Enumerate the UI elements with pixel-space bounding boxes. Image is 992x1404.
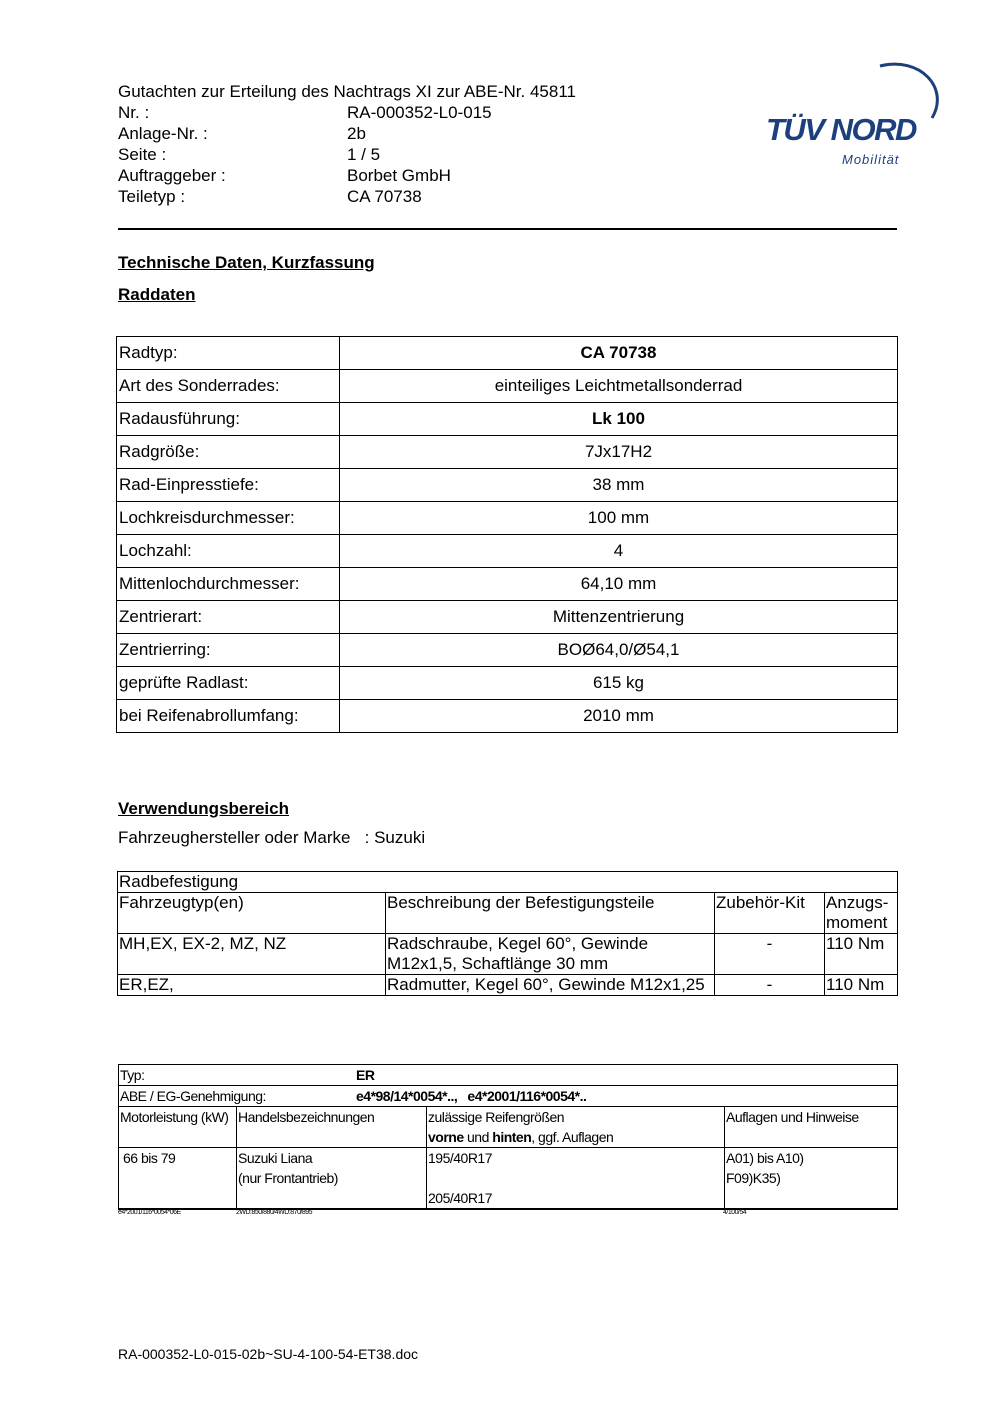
names-cell [237, 1148, 427, 1210]
column-header: Anzugs-moment [825, 893, 898, 934]
document-header [118, 81, 576, 207]
table-row [117, 700, 898, 733]
torque: 110 Nm [825, 975, 898, 996]
footnote-code: 4/100/54 [723, 1209, 747, 1216]
row-value: einteiliges Leichtmetallsonderrad [340, 370, 898, 403]
column-header: Handelsbezeichnungen [237, 1107, 427, 1148]
row-label: Zentrierart: [117, 601, 340, 634]
column-header: Beschreibung der Befestigungsteile [386, 893, 715, 934]
header-row-anlage [118, 123, 576, 144]
row-value: 7Jx17H2 [340, 436, 898, 469]
row-value: 38 mm [340, 469, 898, 502]
header-title-row [118, 81, 576, 102]
torque: 110 Nm [825, 934, 898, 975]
header-value: 2b [347, 124, 366, 143]
header-value: 1 / 5 [347, 145, 381, 164]
raddaten-table [116, 336, 898, 733]
table-row [117, 601, 898, 634]
header-label: Anlage-Nr. : [118, 124, 208, 143]
column-header [427, 1107, 725, 1148]
maker-label: Fahrzeughersteller oder Marke [118, 828, 351, 847]
maker-separator: : [364, 828, 370, 847]
table-row [117, 502, 898, 535]
footnote-weights: 2WD:850/880/4WD:870/895 [236, 1209, 313, 1216]
table-row [117, 535, 898, 568]
vehicle-types: ER,EZ, [118, 975, 386, 996]
header-row-nr [118, 102, 576, 123]
row-label: geprüfte Radlast: [117, 667, 340, 700]
maker-value: Suzuki [374, 828, 426, 847]
header-title: Gutachten zur Erteilung des Nachtrags XI zur ABE-Nr. 45811 [118, 82, 576, 101]
table-row [117, 568, 898, 601]
header-label: Nr. : [118, 103, 150, 122]
row-label: Lochzahl: [117, 535, 340, 568]
typ-row [119, 1065, 898, 1086]
typ-table [118, 1064, 898, 1210]
column-header: Fahrzeugtyp(en) [118, 893, 386, 934]
tuv-nord-logo [760, 58, 940, 170]
table-row [117, 634, 898, 667]
note: F09)K35) [726, 1170, 781, 1186]
row-value: 100 mm [340, 502, 898, 535]
row-label: Rad-Einpresstiefe: [117, 469, 340, 502]
table-header-row [119, 1107, 898, 1148]
abe-value: e4*98/14*0054*.., e4*2001/116*0054*.. [356, 1088, 587, 1104]
row-value: BOØ64,0/Ø54,1 [340, 634, 898, 667]
header-value: Borbet GmbH [347, 166, 451, 185]
row-label: Zentrierring: [117, 634, 340, 667]
accessory-kit: - [715, 975, 825, 996]
notes-cell [725, 1148, 898, 1210]
row-label: Art des Sonderrades: [117, 370, 340, 403]
table-row [117, 667, 898, 700]
logo-text: TÜV NORD [766, 112, 916, 147]
row-label: Mittenlochdurchmesser: [117, 568, 340, 601]
table-row [117, 370, 898, 403]
vehicle-types: MH,EX, EX-2, MZ, NZ [118, 934, 386, 975]
trade-name-note: (nur Frontantrieb) [238, 1170, 338, 1186]
tires-notes: , ggf. Auflagen [531, 1129, 614, 1145]
row-value: CA 70738 [340, 337, 898, 370]
column-header: Zubehör-Kit [715, 893, 825, 934]
logo-arc-icon [880, 64, 937, 118]
column-header: Auflagen und Hinweise [725, 1107, 898, 1148]
header-label: Teiletyp : [118, 187, 186, 206]
table-row [118, 872, 898, 893]
befestigung-table [117, 871, 898, 996]
footer-filename: RA-000352-L0-015-02b~SU-4-100-54-ET38.doc [118, 1346, 419, 1362]
header-row-auftraggeber [118, 165, 576, 186]
header-value: CA 70738 [347, 187, 422, 206]
row-label: Radtyp: [117, 337, 340, 370]
tire-size: 195/40R17 [428, 1150, 493, 1166]
tires-and: und [463, 1129, 493, 1145]
table-row [118, 934, 898, 975]
maker-line [118, 828, 425, 848]
tires-header: zulässige Reifengrößen [428, 1109, 565, 1125]
abe-label: ABE / EG-Genehmigung: [120, 1088, 266, 1104]
tires-rear: hinten [492, 1129, 532, 1145]
header-rule [118, 228, 897, 230]
table-row [119, 1065, 898, 1086]
befestigung-title: Radbefestigung [118, 872, 898, 893]
section-subtitle: Raddaten [118, 285, 196, 304]
trade-name: Suzuki Liana [238, 1150, 313, 1166]
row-value: Mittenzentrierung [340, 601, 898, 634]
table-row [119, 1086, 898, 1107]
footnote-approval: e4*2001/116*0054*06E [118, 1209, 181, 1216]
section-title: Technische Daten, Kurzfassung [118, 253, 375, 272]
header-row-teiletyp [118, 186, 576, 207]
tires-front: vorne [428, 1129, 464, 1145]
section-title: Verwendungsbereich [118, 799, 289, 818]
header-value: RA-000352-L0-015 [347, 103, 492, 122]
row-value: 64,10 mm [340, 568, 898, 601]
table-row [117, 469, 898, 502]
fastener-description: Radschraube, Kegel 60°, Gewinde M12x1,5, Schaftlänge 30 mm [386, 934, 715, 975]
accessory-kit: - [715, 934, 825, 975]
table-row [118, 975, 898, 996]
row-value: 4 [340, 535, 898, 568]
power-cell: 66 bis 79 [119, 1148, 237, 1210]
logo-subtitle: Mobilität [842, 152, 900, 167]
table-row [119, 1148, 898, 1210]
row-value: 615 kg [340, 667, 898, 700]
typ-value: ER [356, 1067, 375, 1083]
table-row [117, 337, 898, 370]
row-label: Radausführung: [117, 403, 340, 436]
row-label: bei Reifenabrollumfang: [117, 700, 340, 733]
header-label: Auftraggeber : [118, 166, 226, 185]
row-label: Lochkreisdurchmesser: [117, 502, 340, 535]
header-label: Seite : [118, 145, 167, 164]
row-value: Lk 100 [340, 403, 898, 436]
tires-cell [427, 1148, 725, 1210]
row-label: Radgröße: [117, 436, 340, 469]
table-row [117, 403, 898, 436]
row-value: 2010 mm [340, 700, 898, 733]
note: A01) bis A10) [726, 1150, 804, 1166]
table-row [117, 436, 898, 469]
tire-size: 205/40R17 [428, 1190, 493, 1206]
column-header: Motorleistung (kW) [119, 1107, 237, 1148]
fastener-description: Radmutter, Kegel 60°, Gewinde M12x1,25 [386, 975, 715, 996]
header-row-seite [118, 144, 576, 165]
table-header-row [118, 893, 898, 934]
typ-label: Typ: [120, 1067, 145, 1083]
abe-row [119, 1086, 898, 1107]
